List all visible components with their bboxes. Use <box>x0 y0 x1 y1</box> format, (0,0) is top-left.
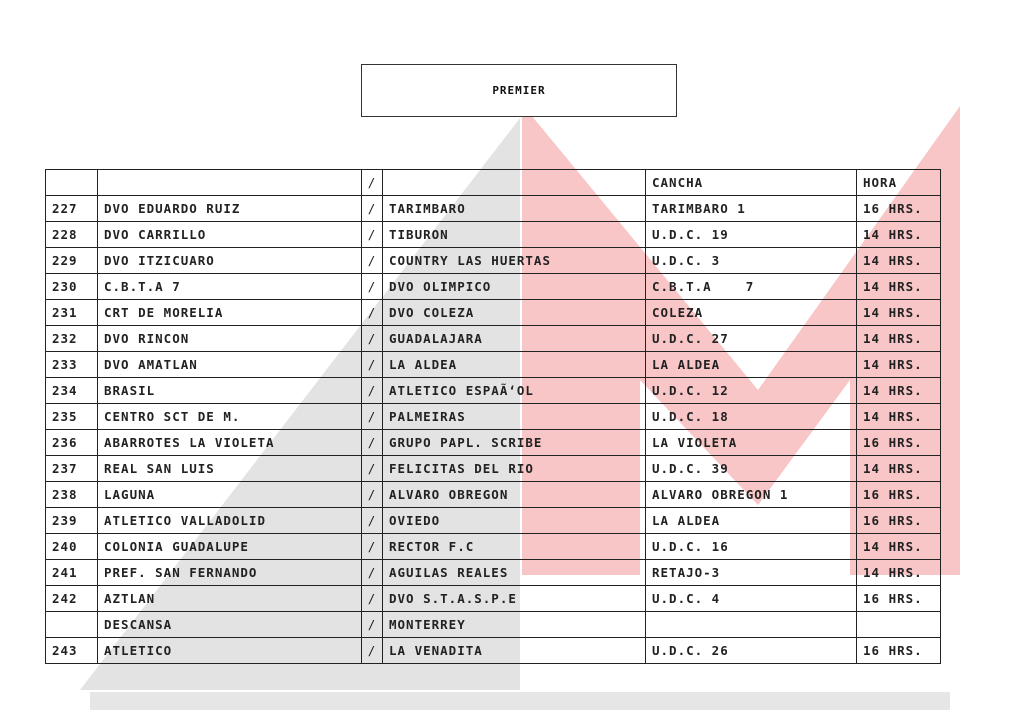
venue: U.D.C. 39 <box>646 456 857 482</box>
separator: / <box>362 248 383 274</box>
away-team: RECTOR F.C <box>383 534 646 560</box>
kickoff-time: 16 HRS. <box>857 482 941 508</box>
table-row <box>46 196 941 222</box>
table-row <box>46 352 941 378</box>
venue: LA ALDEA <box>646 352 857 378</box>
venue: COLEZA <box>646 300 857 326</box>
home-team: CRT DE MORELIA <box>98 300 362 326</box>
match-number: 232 <box>46 326 98 352</box>
kickoff-time: 14 HRS. <box>857 404 941 430</box>
home-team: ABARROTES LA VIOLETA <box>98 430 362 456</box>
match-number: 229 <box>46 248 98 274</box>
away-team: AGUILAS REALES <box>383 560 646 586</box>
kickoff-time: 14 HRS. <box>857 300 941 326</box>
venue: LA ALDEA <box>646 508 857 534</box>
fixture-table <box>45 169 941 664</box>
home-team: CENTRO SCT DE M. <box>98 404 362 430</box>
table-row <box>46 534 941 560</box>
kickoff-time: 14 HRS. <box>857 326 941 352</box>
header-home-team <box>98 170 362 196</box>
home-team: DVO ITZICUARO <box>98 248 362 274</box>
page-title: PREMIER <box>361 64 677 117</box>
match-number: 237 <box>46 456 98 482</box>
away-team: DVO COLEZA <box>383 300 646 326</box>
match-number: 228 <box>46 222 98 248</box>
venue: U.D.C. 26 <box>646 638 857 664</box>
match-number: 240 <box>46 534 98 560</box>
kickoff-time: 16 HRS. <box>857 430 941 456</box>
table-row <box>46 612 941 638</box>
table-row <box>46 326 941 352</box>
kickoff-time: 16 HRS. <box>857 638 941 664</box>
match-number: 230 <box>46 274 98 300</box>
table-row <box>46 482 941 508</box>
match-number: 242 <box>46 586 98 612</box>
kickoff-time: 14 HRS. <box>857 378 941 404</box>
kickoff-time: 14 HRS. <box>857 222 941 248</box>
away-team: TARIMBARO <box>383 196 646 222</box>
home-team: DVO RINCON <box>98 326 362 352</box>
separator: / <box>362 560 383 586</box>
home-team: COLONIA GUADALUPE <box>98 534 362 560</box>
kickoff-time: 14 HRS. <box>857 560 941 586</box>
kickoff-time: 14 HRS. <box>857 352 941 378</box>
home-team: AZTLAN <box>98 586 362 612</box>
match-number: 234 <box>46 378 98 404</box>
separator: / <box>362 482 383 508</box>
venue: U.D.C. 16 <box>646 534 857 560</box>
away-team: DVO OLIMPICO <box>383 274 646 300</box>
kickoff-time: 14 HRS. <box>857 534 941 560</box>
separator: / <box>362 352 383 378</box>
table-row <box>46 560 941 586</box>
separator: / <box>362 638 383 664</box>
match-number: 236 <box>46 430 98 456</box>
match-number: 231 <box>46 300 98 326</box>
table-row <box>46 378 941 404</box>
separator: / <box>362 274 383 300</box>
venue: C.B.T.A 7 <box>646 274 857 300</box>
home-team: PREF. SAN FERNANDO <box>98 560 362 586</box>
table-row <box>46 638 941 664</box>
away-team: PALMEIRAS <box>383 404 646 430</box>
venue: U.D.C. 27 <box>646 326 857 352</box>
table-row <box>46 300 941 326</box>
away-team: LA ALDEA <box>383 352 646 378</box>
table-row <box>46 248 941 274</box>
match-number: 233 <box>46 352 98 378</box>
separator: / <box>362 456 383 482</box>
away-team: DVO S.T.A.S.P.E <box>383 586 646 612</box>
table-row <box>46 222 941 248</box>
table-row <box>46 456 941 482</box>
venue: U.D.C. 18 <box>646 404 857 430</box>
venue: ALVARO OBREGON 1 <box>646 482 857 508</box>
match-number <box>46 612 98 638</box>
header-away-team <box>383 170 646 196</box>
separator: / <box>362 612 383 638</box>
kickoff-time: 16 HRS. <box>857 196 941 222</box>
away-team: TIBURON <box>383 222 646 248</box>
home-team: DVO CARRILLO <box>98 222 362 248</box>
match-number: 239 <box>46 508 98 534</box>
away-team: GUADALAJARA <box>383 326 646 352</box>
away-team: FELICITAS DEL RIO <box>383 456 646 482</box>
table-row <box>46 430 941 456</box>
home-team: DVO EDUARDO RUIZ <box>98 196 362 222</box>
away-team: LA VENADITA <box>383 638 646 664</box>
venue: LA VIOLETA <box>646 430 857 456</box>
home-team: DESCANSA <box>98 612 362 638</box>
kickoff-time: 16 HRS. <box>857 508 941 534</box>
away-team: MONTERREY <box>383 612 646 638</box>
table-row <box>46 274 941 300</box>
table-row <box>46 508 941 534</box>
separator: / <box>362 300 383 326</box>
separator: / <box>362 430 383 456</box>
separator: / <box>362 404 383 430</box>
header-match-number <box>46 170 98 196</box>
home-team: C.B.T.A 7 <box>98 274 362 300</box>
kickoff-time: 16 HRS. <box>857 586 941 612</box>
kickoff-time: 14 HRS. <box>857 248 941 274</box>
table-row <box>46 586 941 612</box>
table-row <box>46 404 941 430</box>
header-separator: / <box>362 170 383 196</box>
home-team: DVO AMATLAN <box>98 352 362 378</box>
home-team: LAGUNA <box>98 482 362 508</box>
venue: U.D.C. 3 <box>646 248 857 274</box>
away-team: OVIEDO <box>383 508 646 534</box>
match-number: 243 <box>46 638 98 664</box>
header-kickoff-time: HORA <box>857 170 941 196</box>
watermark-bottom-band <box>90 692 950 710</box>
separator: / <box>362 326 383 352</box>
away-team: COUNTRY LAS HUERTAS <box>383 248 646 274</box>
separator: / <box>362 508 383 534</box>
home-team: BRASIL <box>98 378 362 404</box>
away-team: ATLETICO ESPAÃ‘OL <box>383 378 646 404</box>
kickoff-time: 14 HRS. <box>857 274 941 300</box>
venue: U.D.C. 19 <box>646 222 857 248</box>
venue: U.D.C. 12 <box>646 378 857 404</box>
venue <box>646 612 857 638</box>
match-number: 235 <box>46 404 98 430</box>
header-venue: CANCHA <box>646 170 857 196</box>
separator: / <box>362 378 383 404</box>
kickoff-time: 14 HRS. <box>857 456 941 482</box>
match-number: 238 <box>46 482 98 508</box>
header-row <box>46 170 941 196</box>
venue: U.D.C. 4 <box>646 586 857 612</box>
separator: / <box>362 586 383 612</box>
venue: RETAJO-3 <box>646 560 857 586</box>
away-team: GRUPO PAPL. SCRIBE <box>383 430 646 456</box>
home-team: ATLETICO <box>98 638 362 664</box>
home-team: REAL SAN LUIS <box>98 456 362 482</box>
venue: TARIMBARO 1 <box>646 196 857 222</box>
home-team: ATLETICO VALLADOLID <box>98 508 362 534</box>
separator: / <box>362 222 383 248</box>
away-team: ALVARO OBREGON <box>383 482 646 508</box>
kickoff-time <box>857 612 941 638</box>
match-number: 241 <box>46 560 98 586</box>
match-number: 227 <box>46 196 98 222</box>
separator: / <box>362 196 383 222</box>
separator: / <box>362 534 383 560</box>
